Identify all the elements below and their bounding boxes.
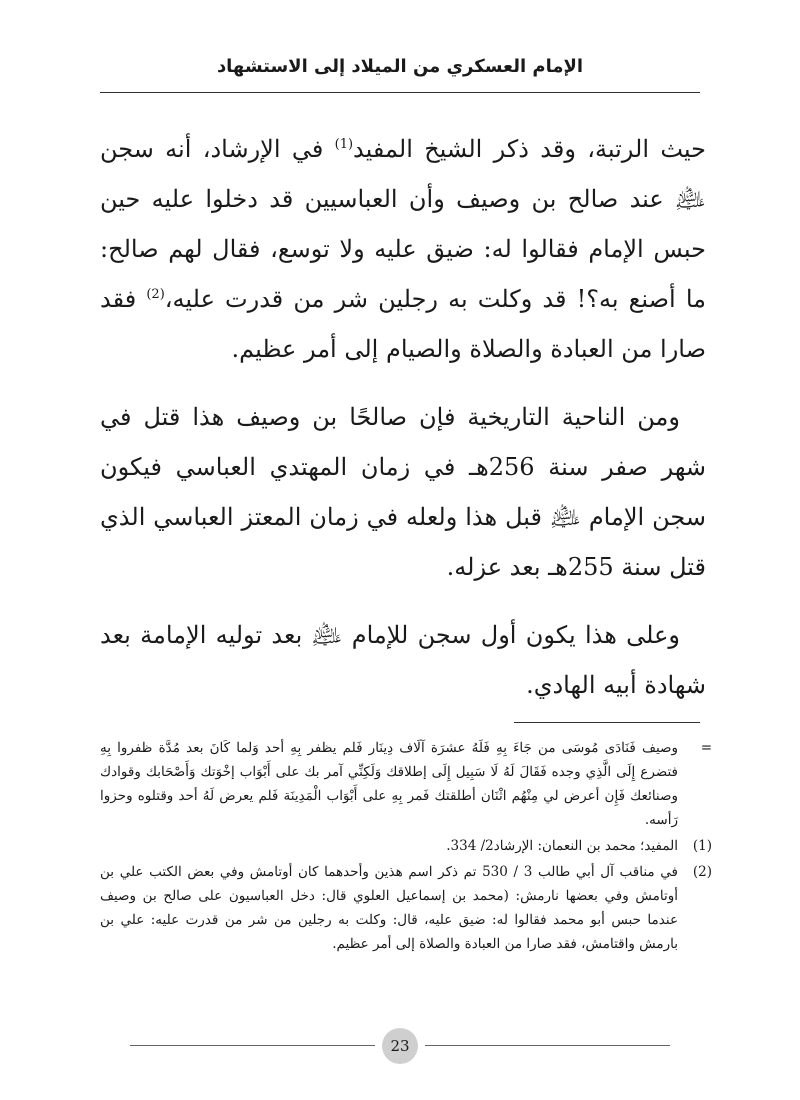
footnote-2 [100, 860, 712, 956]
footnote-marker: (2) [692, 864, 712, 880]
footer-rule-right [425, 1045, 670, 1046]
paragraph-1 [100, 124, 706, 374]
page-footer [130, 1028, 670, 1064]
page-number: 23 [382, 1028, 418, 1064]
paragraph-1-part-b: في الإرشاد، أنه سجن ﵇ عند صالح بن وصيف وأن العباسيين قد دخلوا عليه حين حبس الإمام فقالوا له: ضيق عليه ولا توسع، فقال لهم صالح: ما أصنع به؟! قد وكلت به رجلين شر من قدرت عليه، [100, 135, 707, 313]
footnote-continued [100, 736, 712, 832]
footnote-ref-2[interactable]: (2) [146, 287, 165, 302]
footnote-marker: (1) [692, 838, 712, 854]
footnote-text: المفيد؛ محمد بن النعمان: الإرشاد2/ 334. [446, 838, 678, 854]
paragraph-2: ومن الناحية التاريخية فإن صالحًا بن وصيف هذا قتل في شهر صفر سنة 256هـ في زمان المهتدي العباسي فيكون سجن الإمام ﵇ قبل هذا ولعله في زمان المعتز العباسي الذي قتل سنة 255هـ بعد عزله. [100, 403, 707, 581]
paragraph-1-part-c: فقد صارا من العبادة والصلاة والصيام إلى أمر عظيم. [100, 285, 706, 363]
footnote-text: في مناقب آل أبي طالب 3 / 530 تم ذكر اسم هذين وأحدهما كان أوتامش وفي بعض الكتب علي بن أوتامش وفي بعضها نارمش: (محمد بن إسماعيل العلوي قال: دخل العباسيون على صالح بن وصيف عندما حبس أبو محمد فقالوا له: ضيق عليه، قال: وكلت به رجلين من شر من قدرت عليه: علي بن بارمش واقتامش، فقد صارا من العبادة والصلاة إلى أمر عظيم. [100, 864, 678, 952]
footnote-ref-1[interactable]: (1) [334, 137, 354, 152]
footnote-separator [514, 722, 700, 723]
footnote-marker: = [700, 740, 712, 756]
header-divider [100, 92, 700, 93]
footnotes [100, 736, 712, 958]
footnote-text: وصيف فَنَادَى مُوسَى من جَاءَ بِهِ فَلَهُ عشرَة آلَاف دِينَار فَلم يظفر بِهِ أحد وَلما كَانَ بعد مُدَّة ظفروا بِهِ فتضرع إِلَى الَّذِي وجده فَقَالَ لَهُ لَا سَبِيل إِلَى إطلاقك وَلَكِنِّي آمر بك على أَبْوَاب إخْوَتك وَأَصْحَابك وقوادك وصنائعك فَإِن أعرض لي مِنْهُم اثْنَان أطلقتك فَمر بِهِ على أَبْوَاب الْمَدِينَة فَلم يعرض لَهُ أحد وقتلوه وحزوا رَأسه. [100, 740, 678, 828]
running-header: الإمام العسكري من الميلاد إلى الاستشهاد [216, 56, 584, 77]
footer-rule-left [130, 1045, 375, 1046]
paragraph-3: وعلى هذا يكون أول سجن للإمام ﵇ بعد توليه الإمامة بعد شهادة أبيه الهادي. [100, 621, 706, 699]
main-text [100, 124, 706, 728]
paragraph-1-part-a: حيث الرتبة، وقد ذكر الشيخ المفيد [353, 135, 706, 163]
footnote-1 [100, 834, 712, 858]
